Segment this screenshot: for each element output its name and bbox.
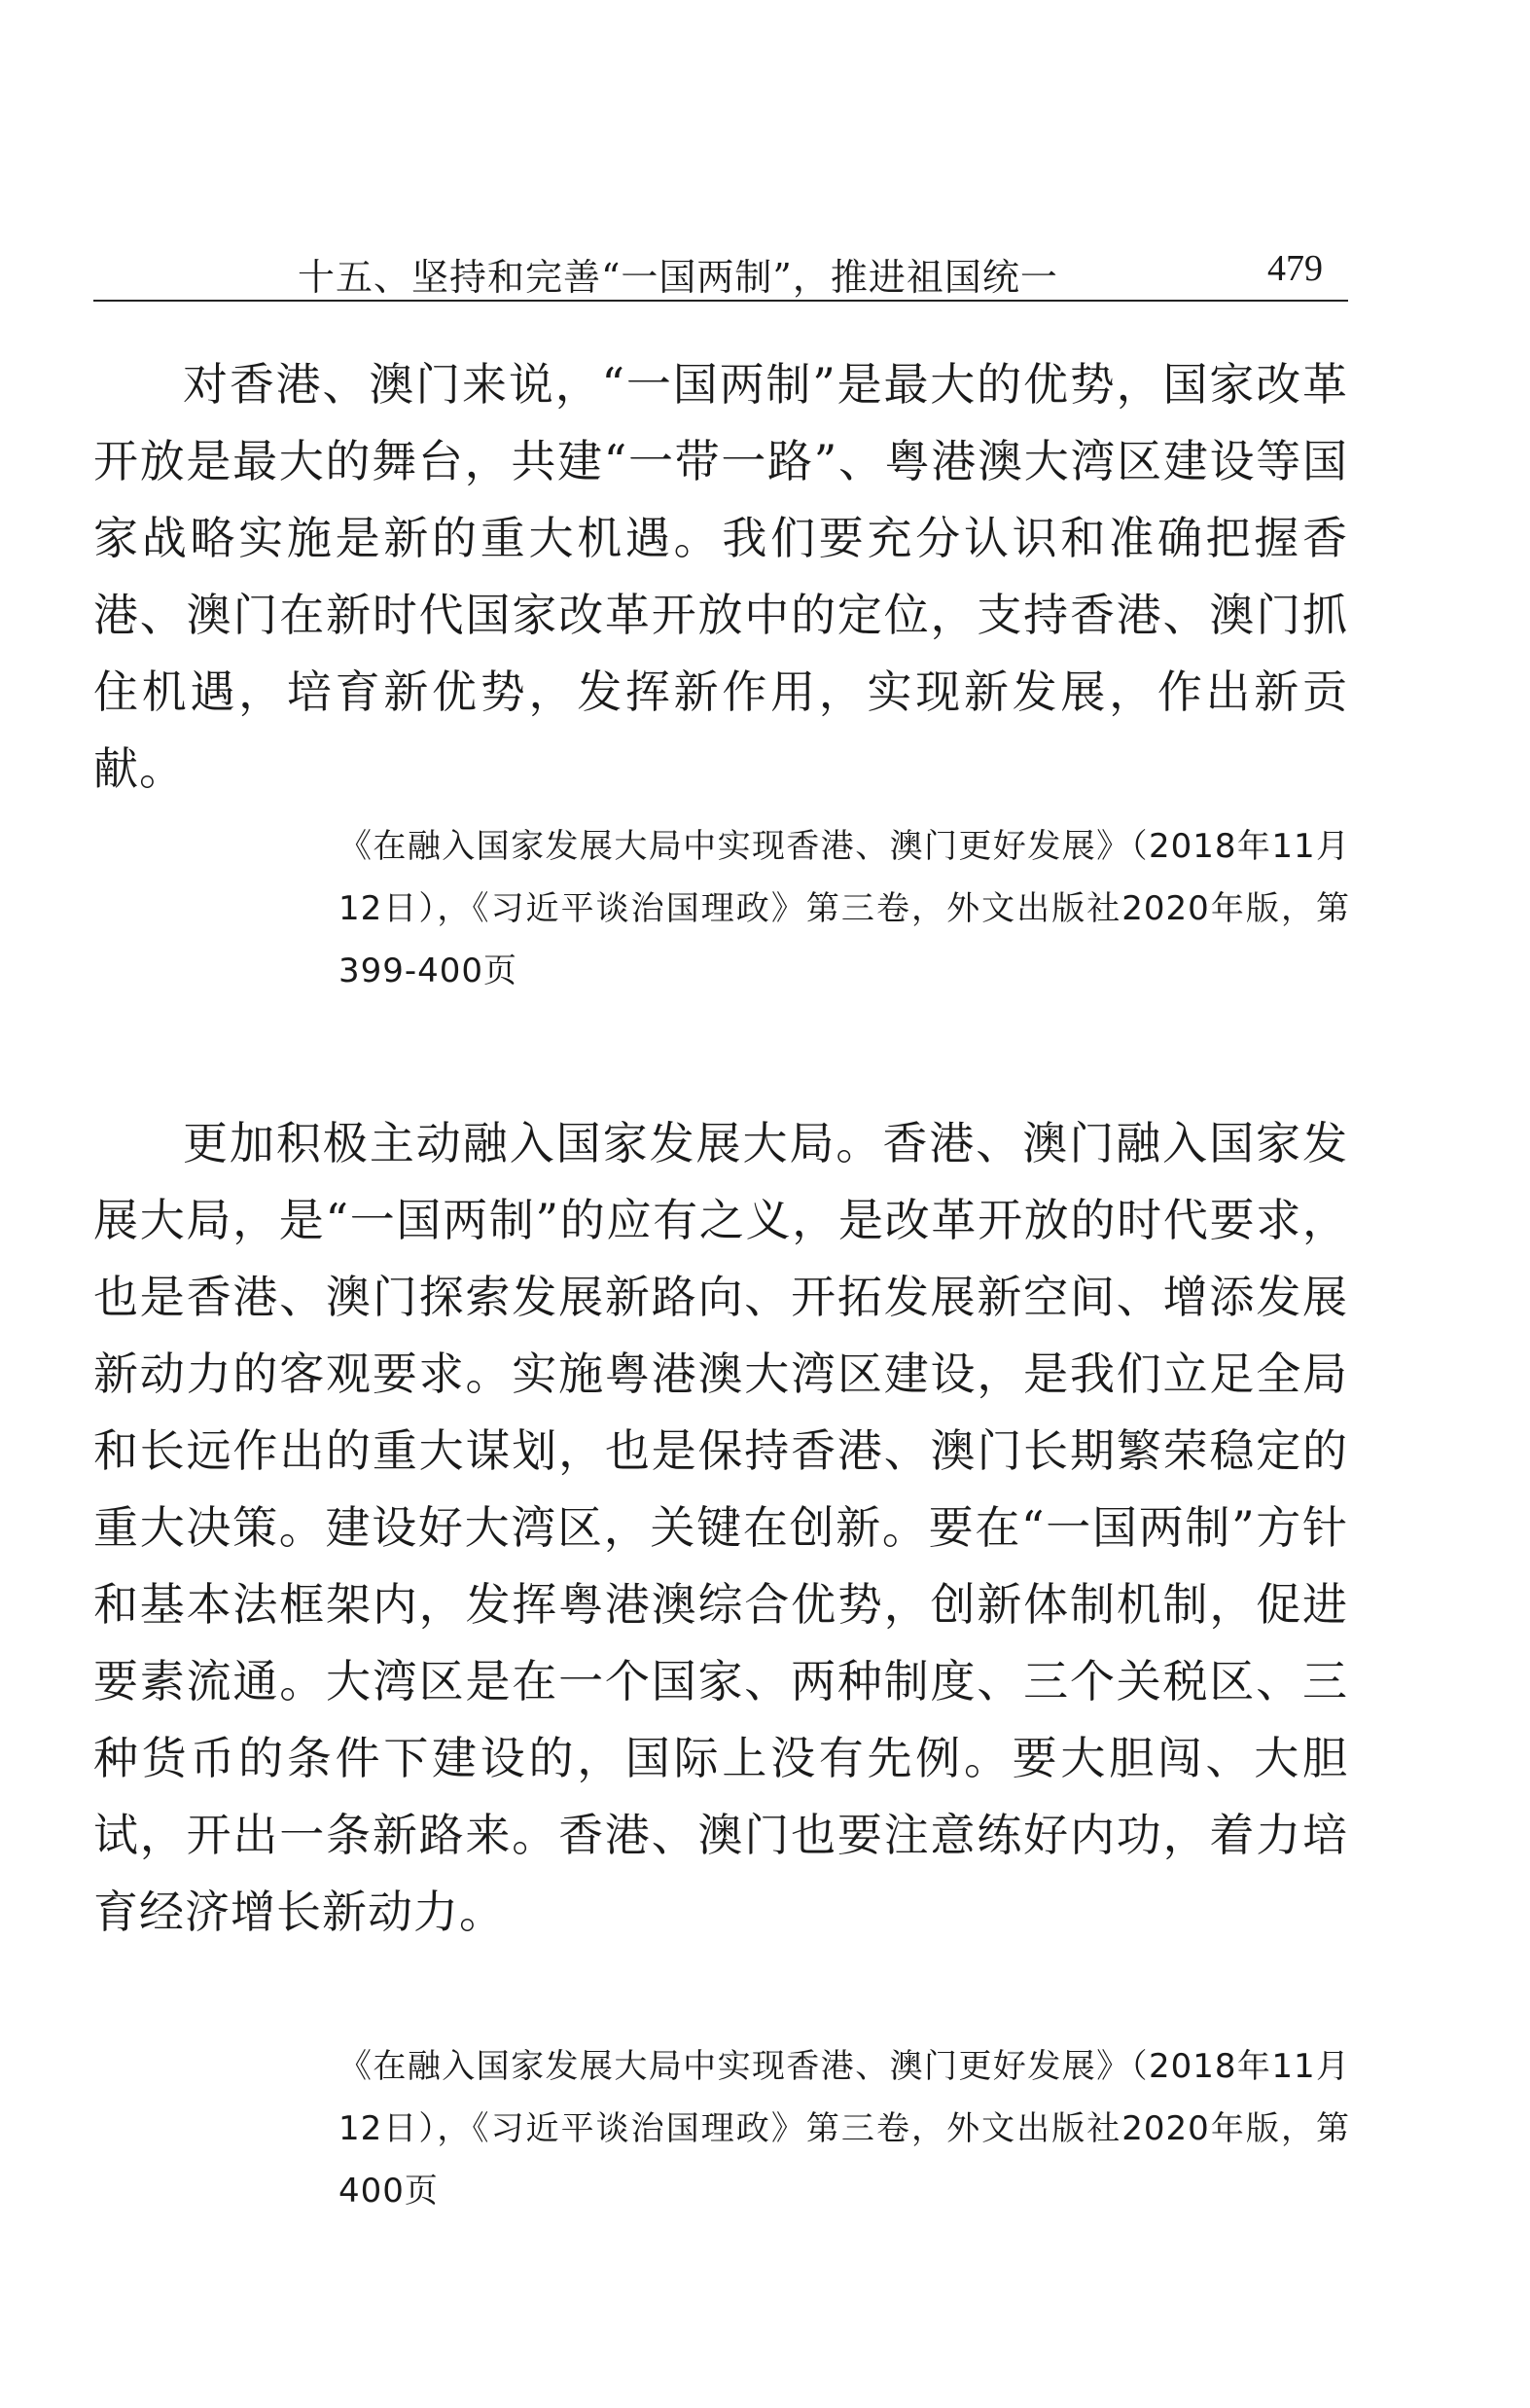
chapter-title: 十五、坚持和完善“一国两制”，推进祖国统一: [298, 256, 1058, 299]
page-number: 479: [1267, 248, 1323, 289]
running-header: [93, 239, 1348, 302]
body-paragraph: 更加积极主动融入国家发展大局。香港、澳门融入国家发展大局，是“一国两制”的应有之义，是改革开放的时代要求，也是香港、澳门探索发展新路向、开拓发展新空间、增添发展新动力的客观要求。实施粤港澳大湾区建设，是我们立足全局和长远作出的重大谋划，也是保持香港、澳门长期繁荣稳定的重大决策。建设好大湾区，关键在创新。要在“一国两制”方针和基本法框架内，发挥粤港澳综合优势，创新体制机制，促进要素流通。大湾区是在一个国家、两种制度、三个关税区、三种货币的条件下建设的，国际上没有先例。要大胆闯、大胆试，开出一条新路来。香港、澳门也要注意练好内功，着力培育经济增长新动力。: [93, 1117, 1348, 1938]
body-paragraph: 对香港、澳门来说，“一国两制”是最大的优势，国家改革开放是最大的舞台，共建“一带一路”、粤港澳大湾区建设等国家战略实施是新的重大机遇。我们要充分认识和准确把握香港、澳门在新时代国家改革开放中的定位，支持香港、澳门抓住机遇，培育新优势，发挥新作用，实现新发展，作出新贡献。: [93, 358, 1348, 795]
source-citation: 《在融入国家发展大局中实现香港、澳门更好发展》（2018年11月12日），《习近平谈治国理政》第三卷，外文出版社2020年版，第399-400页: [338, 827, 1350, 990]
source-citation: 《在融入国家发展大局中实现香港、澳门更好发展》（2018年11月12日），《习近平谈治国理政》第三卷，外文出版社2020年版，第400页: [338, 2047, 1350, 2210]
